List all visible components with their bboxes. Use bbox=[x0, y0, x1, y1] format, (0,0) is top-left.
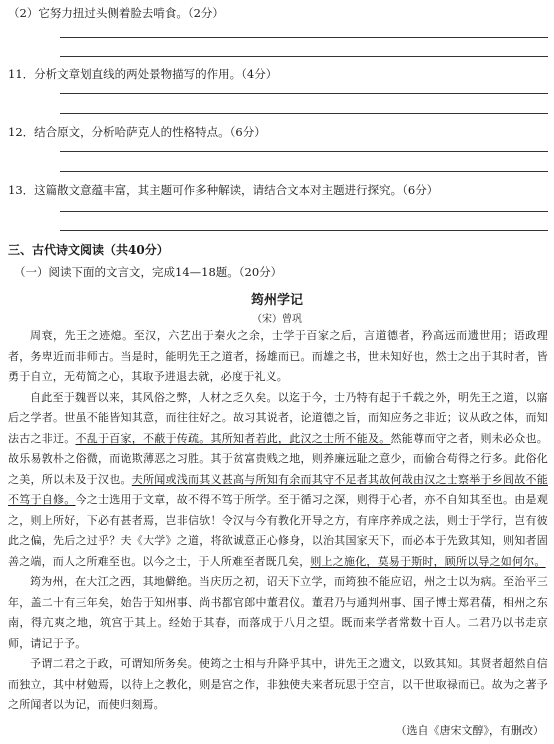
passage-title: 筠州学记 bbox=[250, 293, 303, 308]
section-instruction: （一）阅读下面的文言文，完成14—18题。（20分） bbox=[14, 265, 283, 279]
section-heading: 三、古代诗文阅读（共40分） bbox=[8, 243, 169, 257]
question-13: 13．这篇散文意蕴丰富，其主题可作多种解读，请结合文本对主题进行探究。（6分） bbox=[8, 183, 439, 197]
paragraph-1: 周衰，先王之迹熄。至汉，六艺出于秦火之余，士学于百家之后，言道德者，矜高远而遗世用；语政理者，务卑近而非师古。当是时，能明先王之道者，扬雄而已。而雄之书，世未知好也，然士之出于其时者，皆勇于自立，无苟简之心，其取予进退去就，必度于礼义。 bbox=[8, 329, 548, 383]
answer-line bbox=[60, 113, 548, 114]
underlined-sentence: 不乱于百家，不蔽于传疏。其所知者若此，此汉之士所不能及。 bbox=[75, 431, 391, 445]
underlined-sentence: 夫所闻或浅而其义甚高与所知有余而其守不足者其故何哉由汉之士察举于乡闾故不能不笃于自修。 bbox=[8, 472, 548, 506]
answer-line bbox=[60, 93, 548, 94]
paragraph-3: 筠为州，在大江之西，其地僻绝。当庆历之初，诏天下立学，而筠独不能应诏，州之士以为病。至治平三年，盖二十有三年矣，始告于知州事、尚书都官郎中董君仪。董君乃与通判州事、国子博士郑君蒨，相州之东南，得亢爽之地，筑宫于其上。经始于其春，而落成于八月之望。既而来学者常数十百人。二君乃以书走京师，请记于予。 bbox=[8, 575, 548, 650]
answer-line bbox=[60, 151, 548, 152]
question-prev-2: （2）它努力扭过头侧着脸去啃食。（2分） bbox=[8, 6, 224, 20]
passage-author: （宋）曾巩 bbox=[252, 314, 302, 325]
answer-line bbox=[60, 230, 548, 231]
passage-body bbox=[8, 326, 548, 716]
underlined-sentence: 则上之施化，莫易于斯时，顾所以导之如何尔。 bbox=[310, 554, 546, 568]
paragraph-4: 予谓二君之于政，可谓知所务矣。使筠之士相与升降乎其中，讲先王之遗文，以致其知。其贤者超然自信而独立，其中材勉焉，以待上之教化，则是宫之作，非独使夫来者玩思于空言，以干世取禄而已。故为之著予之所闻者以为记，而使归刻焉。 bbox=[8, 657, 548, 711]
answer-line bbox=[60, 56, 548, 57]
answer-line bbox=[60, 211, 548, 212]
passage-source: （选自《唐宋文醇》，有删改） bbox=[395, 724, 544, 737]
question-12: 12．结合原文，分析哈萨克人的性格特点。（6分） bbox=[8, 125, 266, 139]
answer-line bbox=[60, 37, 548, 38]
paragraph-2: 自此至于魏晋以来，其风俗之弊，人材之乏久矣。以迄于今，士乃特有起于千载之外，明先王之道，以寤后之学者。世虽不能皆知其意，而往往好之。故习其说者，论道德之旨，而知应务之非近；议从政之体，而知法古之非迂。不乱于百家，不蔽于传疏。其所知者若此，此汉之士所不能及。然能尊而守之者，则未必众也。故乐易敦朴之俗微，而诡欺薄恶之习胜。其于贫富贵贱之地，则养廉远耻之意少，而偷合苟得之行多。此俗化之美，所以未及于汉也。夫所闻或浅而其义甚高与所知有余而其守不足者其故何哉由汉之士察举于乡闾故不能不笃于自修。今之士选用于文章，故不得不笃于所学。至于循习之深，则得于心者，亦不自知其至也。由是观之，则上所好，下必有甚者焉，岂非信欤！令汉与今有教化开导之方，有庠序养成之法，则士于学行，岂有彼此之偏，先后之过乎？夫《大学》之道，将欲诚意正心修身，以治其国家天下，而必本于先致其知，则知者固善之端，而人之所难至也。以今之士，于人所难至者既几矣，则上之施化，莫易于斯时，顾所以导之如何尔。 bbox=[8, 390, 548, 568]
answer-line bbox=[60, 171, 548, 172]
question-11: 11．分析文章划直线的两处景物描写的作用。（4分） bbox=[8, 67, 278, 81]
